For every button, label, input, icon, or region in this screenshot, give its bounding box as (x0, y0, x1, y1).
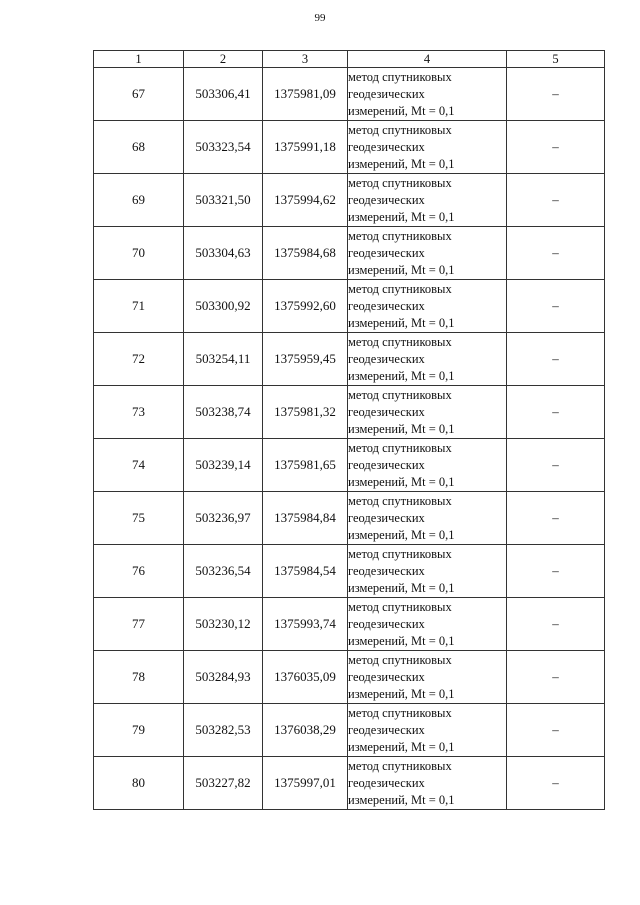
table-header-row (94, 51, 605, 68)
note-cell: – (507, 704, 605, 757)
coordinate-y-cell: 1375993,74 (263, 598, 348, 651)
method-text-line: метод спутниковых (348, 228, 452, 243)
point-number-cell: 79 (94, 704, 184, 757)
coordinate-x-cell: 503282,53 (184, 704, 263, 757)
note-cell: – (507, 651, 605, 704)
point-number-cell: 70 (94, 227, 184, 280)
method-text-line: геодезических (348, 669, 425, 684)
method-text-line: измерений, Mt = 0,1 (348, 474, 455, 489)
note-cell: – (507, 492, 605, 545)
coordinate-y-cell: 1375991,18 (263, 121, 348, 174)
method-text-line: измерений, Mt = 0,1 (348, 156, 455, 171)
method-cell (348, 492, 507, 545)
coordinate-y-cell: 1375984,54 (263, 545, 348, 598)
point-number-cell: 78 (94, 651, 184, 704)
point-number-cell: 71 (94, 280, 184, 333)
method-text-line: измерений, Mt = 0,1 (348, 421, 455, 436)
method-text-line: измерений, Mt = 0,1 (348, 792, 455, 807)
method-text-line: метод спутниковых (348, 758, 452, 773)
method-text-line: измерений, Mt = 0,1 (348, 368, 455, 383)
method-text-line: измерений, Mt = 0,1 (348, 527, 455, 542)
point-number-cell: 77 (94, 598, 184, 651)
coordinate-y-cell: 1375981,32 (263, 386, 348, 439)
table-row (94, 280, 605, 333)
coordinate-y-cell: 1376038,29 (263, 704, 348, 757)
method-text-line: измерений, Mt = 0,1 (348, 315, 455, 330)
method-text-line: геодезических (348, 245, 425, 260)
table-row (94, 492, 605, 545)
page-number: 99 (314, 12, 326, 24)
note-cell: – (507, 333, 605, 386)
method-cell (348, 121, 507, 174)
method-cell (348, 174, 507, 227)
method-cell (348, 227, 507, 280)
method-text-line: геодезических (348, 563, 425, 578)
method-cell (348, 439, 507, 492)
column-header-4: 4 (348, 51, 507, 68)
coordinate-x-cell: 503306,41 (184, 68, 263, 121)
method-text-line: метод спутниковых (348, 705, 452, 720)
point-number-cell: 80 (94, 757, 184, 810)
table-row (94, 651, 605, 704)
coordinate-x-cell: 503230,12 (184, 598, 263, 651)
method-cell (348, 598, 507, 651)
method-text-line: геодезических (348, 722, 425, 737)
coordinate-y-cell: 1375981,65 (263, 439, 348, 492)
table-row (94, 598, 605, 651)
method-text-line: геодезических (348, 775, 425, 790)
note-cell: – (507, 68, 605, 121)
method-cell (348, 333, 507, 386)
point-number-cell: 74 (94, 439, 184, 492)
column-header-5: 5 (507, 51, 605, 68)
point-number-cell: 67 (94, 68, 184, 121)
coordinate-y-cell: 1375994,62 (263, 174, 348, 227)
coordinate-x-cell: 503284,93 (184, 651, 263, 704)
point-number-cell: 69 (94, 174, 184, 227)
method-cell (348, 68, 507, 121)
note-cell: – (507, 598, 605, 651)
coordinate-y-cell: 1376035,09 (263, 651, 348, 704)
note-cell: – (507, 439, 605, 492)
coordinate-x-cell: 503227,82 (184, 757, 263, 810)
method-text-line: метод спутниковых (348, 175, 452, 190)
coordinate-x-cell: 503238,74 (184, 386, 263, 439)
method-text-line: метод спутниковых (348, 334, 452, 349)
method-text-line: измерений, Mt = 0,1 (348, 103, 455, 118)
coordinate-y-cell: 1375959,45 (263, 333, 348, 386)
method-text-line: метод спутниковых (348, 69, 452, 84)
note-cell: – (507, 280, 605, 333)
coordinate-x-cell: 503321,50 (184, 174, 263, 227)
note-cell: – (507, 227, 605, 280)
point-number-cell: 76 (94, 545, 184, 598)
method-text-line: геодезических (348, 404, 425, 419)
method-text-line: метод спутниковых (348, 546, 452, 561)
method-cell (348, 386, 507, 439)
coordinate-x-cell: 503254,11 (184, 333, 263, 386)
method-text-line: геодезических (348, 616, 425, 631)
table-row (94, 545, 605, 598)
column-header-2: 2 (184, 51, 263, 68)
method-text-line: метод спутниковых (348, 122, 452, 137)
table-row (94, 704, 605, 757)
table-row (94, 174, 605, 227)
coordinate-y-cell: 1375992,60 (263, 280, 348, 333)
coordinates-table (93, 50, 605, 810)
table-row (94, 121, 605, 174)
point-number-cell: 68 (94, 121, 184, 174)
method-text-line: геодезических (348, 192, 425, 207)
note-cell: – (507, 757, 605, 810)
method-text-line: метод спутниковых (348, 281, 452, 296)
coordinate-x-cell: 503304,63 (184, 227, 263, 280)
coordinate-x-cell: 503323,54 (184, 121, 263, 174)
coordinate-y-cell: 1375997,01 (263, 757, 348, 810)
point-number-cell: 72 (94, 333, 184, 386)
method-text-line: метод спутниковых (348, 387, 452, 402)
coordinate-x-cell: 503239,14 (184, 439, 263, 492)
method-text-line: геодезических (348, 298, 425, 313)
method-text-line: геодезических (348, 139, 425, 154)
method-text-line: измерений, Mt = 0,1 (348, 686, 455, 701)
method-text-line: геодезических (348, 457, 425, 472)
table-row (94, 386, 605, 439)
table-body (94, 68, 605, 810)
point-number-cell: 75 (94, 492, 184, 545)
method-text-line: геодезических (348, 86, 425, 101)
table-row (94, 333, 605, 386)
point-number-cell: 73 (94, 386, 184, 439)
method-text-line: измерений, Mt = 0,1 (348, 739, 455, 754)
method-cell (348, 651, 507, 704)
method-cell (348, 704, 507, 757)
table-row (94, 439, 605, 492)
method-text-line: метод спутниковых (348, 440, 452, 455)
method-text-line: метод спутниковых (348, 652, 452, 667)
table-row (94, 227, 605, 280)
note-cell: – (507, 545, 605, 598)
method-cell (348, 545, 507, 598)
method-text-line: метод спутниковых (348, 599, 452, 614)
method-text-line: измерений, Mt = 0,1 (348, 633, 455, 648)
method-text-line: геодезических (348, 510, 425, 525)
coordinate-y-cell: 1375984,84 (263, 492, 348, 545)
method-text-line: геодезических (348, 351, 425, 366)
method-text-line: метод спутниковых (348, 493, 452, 508)
coordinate-y-cell: 1375984,68 (263, 227, 348, 280)
method-cell (348, 757, 507, 810)
coordinate-x-cell: 503236,97 (184, 492, 263, 545)
method-cell (348, 280, 507, 333)
method-text-line: измерений, Mt = 0,1 (348, 580, 455, 595)
note-cell: – (507, 121, 605, 174)
note-cell: – (507, 386, 605, 439)
method-text-line: измерений, Mt = 0,1 (348, 262, 455, 277)
coordinate-x-cell: 503300,92 (184, 280, 263, 333)
column-header-1: 1 (94, 51, 184, 68)
coordinate-y-cell: 1375981,09 (263, 68, 348, 121)
column-header-3: 3 (263, 51, 348, 68)
coordinate-x-cell: 503236,54 (184, 545, 263, 598)
note-cell: – (507, 174, 605, 227)
table-row (94, 757, 605, 810)
method-text-line: измерений, Mt = 0,1 (348, 209, 455, 224)
table-row (94, 68, 605, 121)
